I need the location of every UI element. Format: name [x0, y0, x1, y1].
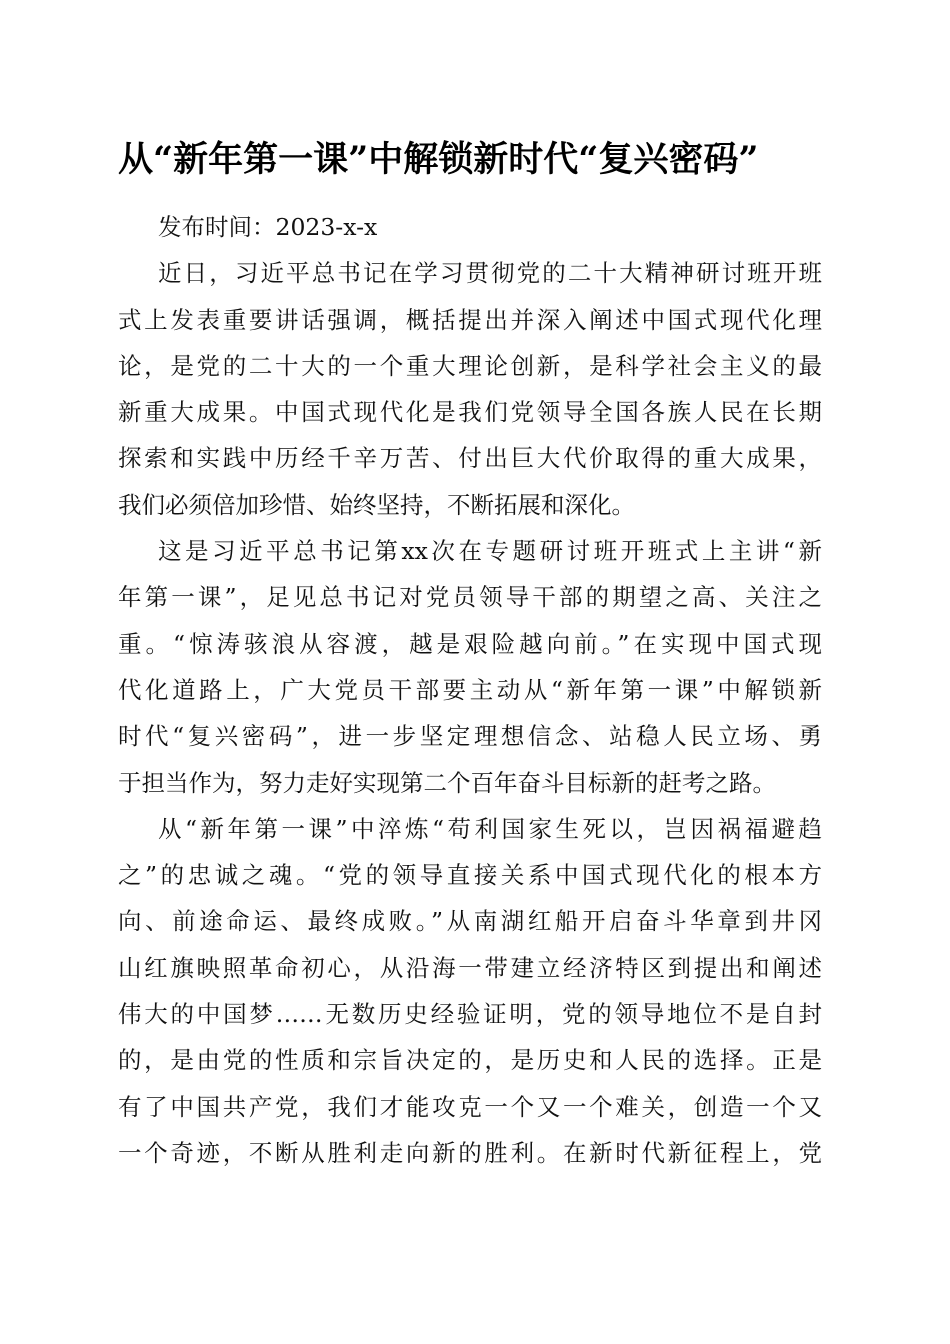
paragraph-3 — [118, 806, 822, 1176]
paragraph-line: 有了中国共产党，我们才能攻克一个又一个难关，创造一个又 — [118, 1092, 822, 1121]
paragraph-1 — [118, 250, 822, 528]
paragraph-line: 我们必须倍加珍惜、始终坚持，不断拓展和深化。 — [118, 490, 635, 519]
paragraph-line: 向、前途命运、最终成败。”从南湖红船开启奋斗华章到井冈 — [118, 907, 822, 936]
paragraph-line: 近日，习近平总书记在学习贯彻党的二十大精神研讨班开班 — [158, 259, 822, 288]
paragraph-line: 式上发表重要讲话强调，概括提出并深入阐述中国式现代化理 — [118, 305, 822, 334]
paragraph-line: 于担当作为，努力走好实现第二个百年奋斗目标新的赶考之路。 — [118, 768, 776, 797]
paragraph-line: 从“新年第一课”中淬炼“苟利国家生死以，岂因祸福避趋 — [158, 814, 822, 843]
article-title: 从“新年第一课”中解锁新时代“复兴密码” — [118, 139, 759, 180]
paragraph-line: 一个奇迹，不断从胜利走向新的胜利。在新时代新征程上，党 — [118, 1138, 822, 1167]
paragraph-line: 论，是党的二十大的一个重大理论创新，是科学社会主义的最 — [118, 351, 822, 380]
paragraph-line: 这是习近平总书记第xx次在专题研讨班开班式上主讲“新 — [158, 537, 822, 566]
paragraph-line: 山红旗映照革命初心，从沿海一带建立经济特区到提出和阐述 — [118, 953, 822, 982]
paragraph-line: 的，是由党的性质和宗旨决定的，是历史和人民的选择。正是 — [118, 1046, 822, 1075]
publish-time: 发布时间：2023-x-x — [158, 213, 378, 241]
paragraph-line: 年第一课”，足见总书记对党员领导干部的期望之高、关注之 — [118, 583, 822, 612]
paragraph-line: 代化道路上，广大党员干部要主动从“新年第一课”中解锁新 — [118, 675, 822, 704]
paragraph-line: 重。“惊涛骇浪从容渡，越是艰险越向前。”在实现中国式现 — [118, 629, 822, 658]
paragraph-line: 探索和实践中历经千辛万苦、付出巨大代价取得的重大成果， — [118, 444, 822, 473]
paragraph-line: 时代“复兴密码”，进一步坚定理想信念、站稳人民立场、勇 — [118, 722, 822, 751]
article-body — [118, 204, 822, 1176]
paragraph-line: 新重大成果。中国式现代化是我们党领导全国各族人民在长期 — [118, 398, 822, 427]
paragraph-line: 伟大的中国梦……无数历史经验证明，党的领导地位不是自封 — [118, 1000, 822, 1029]
paragraph-2 — [118, 528, 822, 806]
paragraph-line: 之”的忠诚之魂。“党的领导直接关系中国式现代化的根本方 — [118, 861, 822, 890]
